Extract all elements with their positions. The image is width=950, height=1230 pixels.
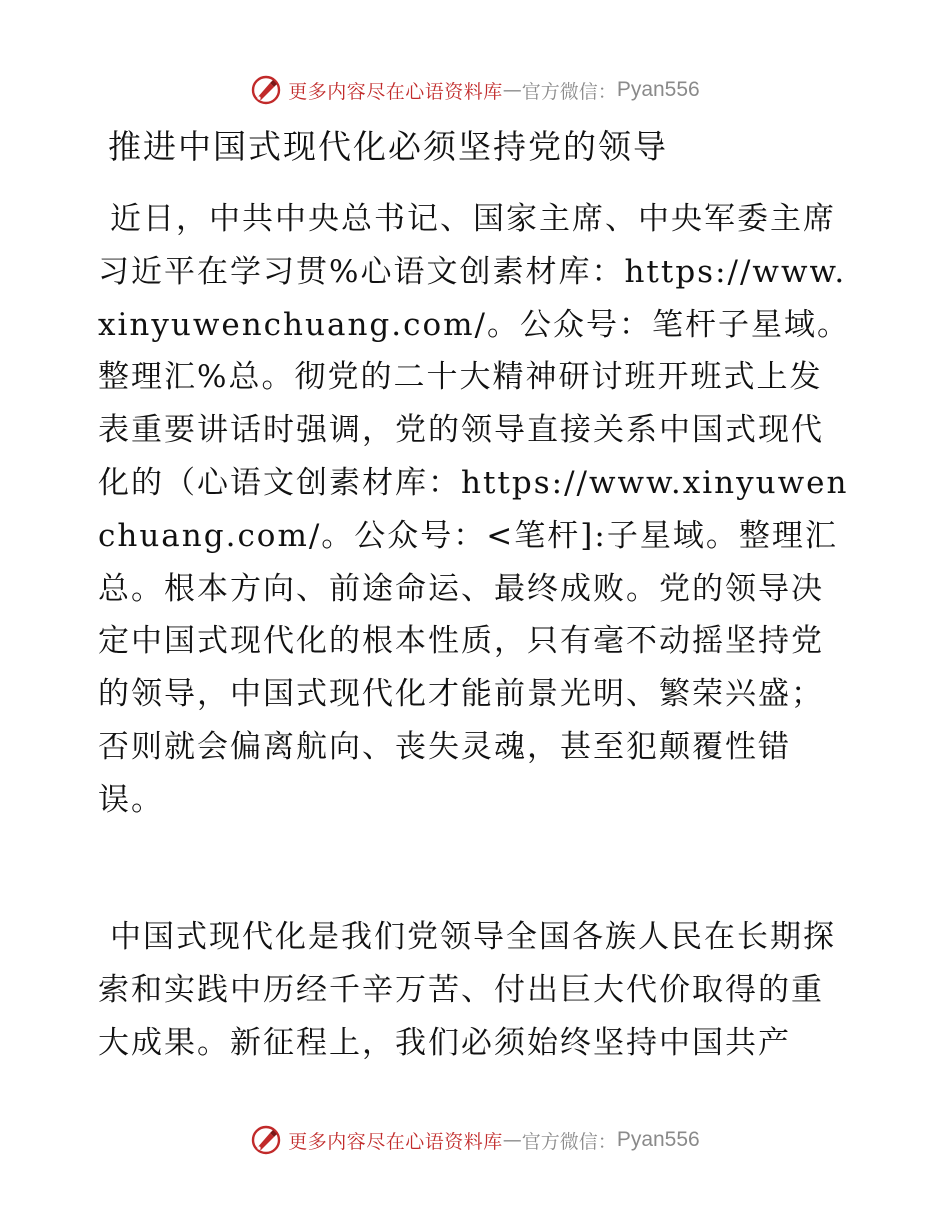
paragraph-2: 中国式现代化是我们党领导全国各族人民在长期探索和实践中历经千辛万苦、付出巨大代价取得的重大成果。新征程上，我们必须始终坚持中国共产 xyxy=(98,919,836,1061)
banner-label: 官方微信： xyxy=(521,80,617,103)
banner-handle: Pyan556 xyxy=(616,78,700,101)
banner-text: 更多内容尽在心语资料库 xyxy=(288,1130,503,1153)
banner-separator: — xyxy=(502,79,522,101)
pen-logo-icon xyxy=(250,1124,282,1156)
pen-logo-icon xyxy=(250,74,282,106)
banner-separator: — xyxy=(502,1129,522,1151)
header-watermark-banner xyxy=(0,70,950,110)
document-title: 推进中国式现代化必须坚持党的领导 xyxy=(108,127,668,166)
banner-label: 官方微信： xyxy=(521,1130,617,1153)
footer-watermark-banner xyxy=(0,1120,950,1160)
banner-text: 更多内容尽在心语资料库 xyxy=(288,80,503,103)
paragraph-1: 近日，中共中央总书记、国家主席、中央军委主席习近平在学习贯%心语文创素材库：https://www.xinyuwenchuang.com/。公众号：笔杆子星域。整理汇%总。彻党的二十大精神研讨班开班式上发表重要讲话时强调，党的领导直接关系中国式现代化的（心语文创素材库：https://www.xinyuwenchuang.com/。公众号：<笔杆]:子星域。整理汇总。根本方向、前途命运、最终成败。党的领导决定中国式现代化的根本性质，只有毫不动摇坚持党的领导，中国式现代化才能前景光明、繁荣兴盛；否则就会偏离航向、丧失灵魂，甚至犯颠覆性错误。 xyxy=(98,201,850,818)
banner-handle: Pyan556 xyxy=(616,1128,700,1151)
